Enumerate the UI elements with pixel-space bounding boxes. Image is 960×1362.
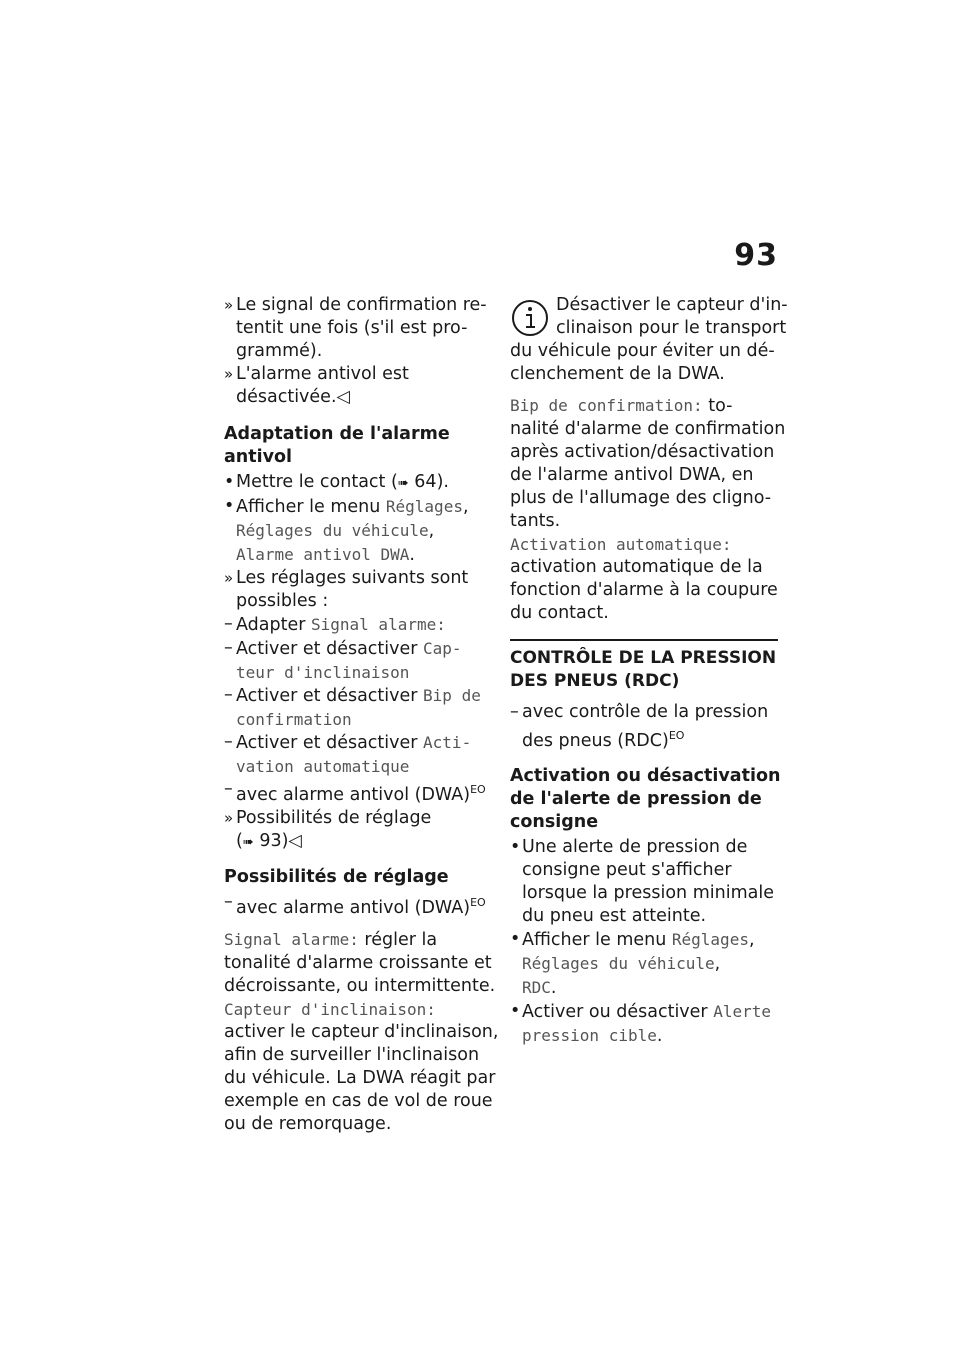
dash-marker: – [510,702,519,722]
dash-marker: – [224,779,233,799]
term-signal-alarm: Signal alarme: [224,929,359,949]
menu-item-vehicle-settings: Réglages du véhicule [522,953,715,973]
result-item [224,567,492,613]
term-confirmation-beep: Bip de confirmation: [510,396,703,415]
option-auto-activation-cont: vation automatique [236,757,410,776]
text-line: exemple en cas de vol de roue [224,1090,493,1111]
text-line: après activation/désactivation [510,442,775,462]
option-target-pressure-alert-cont: pression cible [522,1025,657,1045]
bullet-marker: • [224,496,235,516]
bullet-item [510,836,778,928]
chapter-heading-cont: DES PNEUS (RDC) [510,671,680,691]
text-line: possibles : [236,591,329,611]
text-line: clinaison pour le transport [556,318,787,338]
text-line: fonction d'alarme à la coupure [510,580,778,600]
text-line: de l'alarme antivol DWA, en [510,465,754,485]
text-line: du véhicule pour éviter un dé- [510,341,775,361]
section-heading: Adaptation de l'alarme antivol [224,424,450,467]
option-confirmation-beep-cont: confirmation [236,710,352,729]
dash-item: – Activer et désactiver Cap- teur d'inclinaison [224,637,492,684]
page-reference-arrow-icon: ➠ [242,834,254,850]
result-item [224,294,492,363]
dash-item: – avec alarme antivol (DWA)$^{EO}$ [224,891,486,918]
term-tilt-sensor: Capteur d'inclinaison: [224,999,436,1019]
dash-marker: – [224,685,233,705]
bullet-marker: • [224,472,235,492]
text-line: grammé). [236,341,323,361]
info-note [510,294,788,386]
text-line: nalité d'alarme de confirmation [510,419,786,439]
info-icon [510,298,550,338]
dash-item: – avec alarme antivol (DWA)$^{EO}$ [224,779,486,805]
dash-marker: – [224,638,233,658]
term-auto-activation: Activation automatique: [510,535,732,554]
text-line: Désactiver le capteur d'in- [556,295,788,315]
text-line: désactivée.◁ [236,387,350,407]
eo-badge: EO [470,783,486,796]
result-item [224,363,492,409]
text-line: avec contrôle de la pression [522,702,769,722]
section-heading-cont: consigne [510,811,599,832]
result-marker: » [224,569,234,587]
bullet-marker: • [510,1000,521,1021]
bullet-item: • Activer ou désactiver Alerte pression cible. [510,1000,771,1046]
section-heading-cont: de l'alerte de pression de [510,788,762,809]
result-marker: » [224,808,234,827]
menu-item-rdc: RDC [522,977,551,997]
section-rule [510,639,778,693]
option-tilt-sensor-cont: teur d'inclinaison [236,663,410,682]
menu-item-settings: Réglages [671,929,749,949]
dash-marker: – [224,614,233,634]
text-line: consigne peut s'afficher [522,859,732,880]
text-line: tants. [510,511,561,531]
text-line: du pneu est atteinte. [522,905,707,926]
text-line: Les réglages suivants sont [236,568,469,588]
menu-item-settings: Réglages [385,497,463,516]
section-heading: Possibilités de réglage [224,866,449,887]
text-line: Une alerte de pression de [522,836,748,857]
text-line: activation automatique de la [510,557,763,577]
text-line: plus de l'allumage des cligno- [510,488,772,508]
menu-item-vehicle-settings: Réglages du véhicule [236,521,429,540]
text-line: L'alarme antivol est [236,364,409,384]
page-reference-arrow-icon: ➠ [397,476,409,491]
dash-item: – Activer et désactiver Acti- vation automatique [224,731,492,778]
left-column: » Le signal de confirmation re- tentit une fois (s'il est pro- grammé). » L'alarme antivol est désactivée.◁ Adaptation de l'alarme antivol • Mettre le contact (➠ 64). • Afficher le menu Réglages, Réglages du véhicule, Alarme antivol DWA. » Les réglages suivants sont possibles : – Adapter Signal alarme: – Activer et désactiver Cap- teur d'inclinaison – Activer et désactiver Bip de confirmation – Activer et désactiver Acti- vation automatique – avec alarme antivol (DWA)$^{EO}$ » Possibilités de réglage (➠ 93)◁ Possibilités de réglage – avec alarme antivol (DWA)$^{EO}$ Signal alarme: régler la tonalité d'alarme croissante et décroissante, ou intermittente. Capteur d'inclinaison: activer le capteur d'inclinaison, afin de surveiller l'inclinaison du véhicule. La DWA réagit par exemple en cas de vol de roue ou de remorquage. [224,295,499,1134]
bullet-marker: • [510,836,521,857]
result-marker: » [224,365,234,383]
chapter-heading: CONTRÔLE DE LA PRESSION [510,648,777,668]
option-signal-alarm: Signal alarme: [311,615,446,634]
text-line: décroissante, ou intermittente. [224,975,496,996]
page-number: 93 [734,238,778,273]
bullet-item: • Afficher le menu Réglages, Réglages du véhicule, Alarme antivol DWA. [224,496,469,565]
option-target-pressure-alert: Alerte [713,1001,771,1021]
eo-badge: EO [470,895,486,909]
right-column: Désactiver le capteur d'in- clinaison pour le transport du véhicule pour éviter un dé- clenchement de la DWA. Bip de confirmation: to- nalité d'alarme de confirmation après activation/désactivation de l'alarme antivol DWA, en plus de l'allumage des cligno- tants. Activation automatique: activation automatique de la fonction d'alarme à la coupure du contact. CONTRÔLE DE LA PRESSION DES PNEUS (RDC) – avec contrôle de la pression des pneus (RDC)$^{EO}$ Activation ou désactivation de l'alerte de pression de consigne • Une alerte de pression de consigne peut s'afficher lorsque la pression minimale du pneu est atteinte. • Afficher le menu Réglages, Réglages du véhicule, RDC. • Activer ou désactiver Alerte pression cible. [510,295,788,1046]
result-item: » Possibilités de réglage (➠ 93)◁ [224,807,492,854]
bullet-item: • Mettre le contact (➠ 64). [224,471,492,495]
option-confirmation-beep: Bip de [423,686,481,705]
dash-marker: – [224,732,233,752]
dash-marker: – [224,891,233,912]
result-marker: » [224,296,234,314]
text-line: tonalité d'alarme croissante et [224,952,492,973]
text-line: Possibilités de réglage [236,807,432,828]
text-line: clenchement de la DWA. [510,364,725,384]
text-line: du véhicule. La DWA réagit par [224,1067,496,1088]
option-auto-activation: Acti- [423,733,472,752]
text-line: lorsque la pression minimale [522,882,774,903]
text-line: ou de remorquage. [224,1113,392,1134]
text-line: activer le capteur d'inclinaison, [224,1021,499,1042]
text-line: afin de surveiller l'inclinaison [224,1044,480,1065]
page-reference[interactable]: 64). [414,472,449,492]
text-line: tentit une fois (s'il est pro- [236,318,468,338]
dash-item: – avec contrôle de la pression des pneus (RDC)$^{EO}$ [510,701,778,753]
text-line: du contact. [510,603,609,623]
text-line: Le signal de confirmation re- [236,295,487,315]
menu-item-alarm: Alarme antivol DWA [236,545,410,564]
bullet-marker: • [510,928,521,949]
section-heading: Activation ou désactivation [510,765,781,786]
dash-item: – Adapter Signal alarme: [224,614,446,635]
bullet-item: • Afficher le menu Réglages, Réglages du véhicule, RDC. [510,928,755,998]
page-reference[interactable]: 93)◁ [259,830,302,851]
dash-item: – Activer et désactiver Bip de confirmation [224,684,492,731]
eo-badge: EO [668,729,685,742]
option-tilt-sensor: Cap- [423,639,462,658]
